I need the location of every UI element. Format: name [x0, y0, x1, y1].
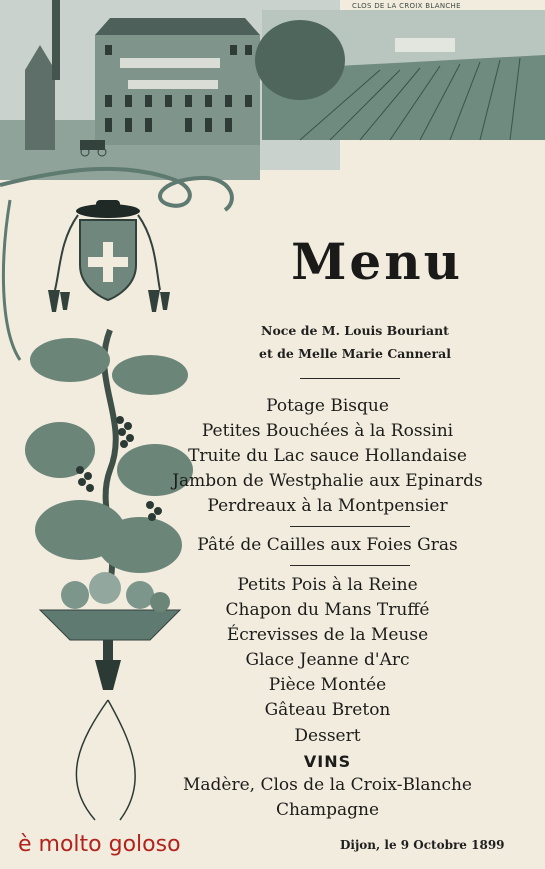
course-item: Petites Bouchées à la Rossini [201, 421, 454, 441]
divider [300, 378, 400, 379]
wedding-line-1: Noce de M. Louis Bouriant [261, 323, 449, 338]
wine-item: Madère, Clos de la Croix-Blanche [183, 775, 472, 795]
course-item: Potage Bisque [266, 396, 389, 416]
course-item: Jambon de Westphalie aux Epinards [172, 471, 483, 491]
vineyard-scene [255, 10, 545, 140]
course-item: Perdreaux à la Montpensier [207, 496, 448, 516]
course-item: Gâteau Breton [264, 700, 391, 720]
course-item: Glace Jeanne d'Arc [245, 650, 410, 670]
wines-heading: VINS [303, 752, 352, 771]
course-item: Pâté de Cailles aux Foies Gras [197, 535, 458, 555]
course-item: Petits Pois à la Reine [237, 575, 418, 595]
vineyard-caption: CLOS DE LA CROIX BLANCHE [352, 2, 461, 10]
divider [290, 565, 410, 566]
course-item: Pièce Montée [268, 675, 387, 695]
wine-item: Champagne [275, 800, 380, 820]
menu-title: Menu [291, 232, 463, 291]
menu-date: Dijon, le 9 Octobre 1899 [340, 838, 505, 852]
course-item: Écrevisses de la Meuse [226, 625, 429, 645]
divider [290, 526, 410, 527]
wedding-line-2: et de Melle Marie Canneral [259, 346, 451, 361]
course-item: Dessert [294, 726, 361, 746]
course-item: Truite du Lac sauce Hollandaise [188, 446, 467, 466]
handwritten-note: è molto goloso [18, 832, 181, 857]
course-item: Chapon du Mans Truffé [225, 600, 430, 620]
coat-of-arms [48, 200, 170, 312]
